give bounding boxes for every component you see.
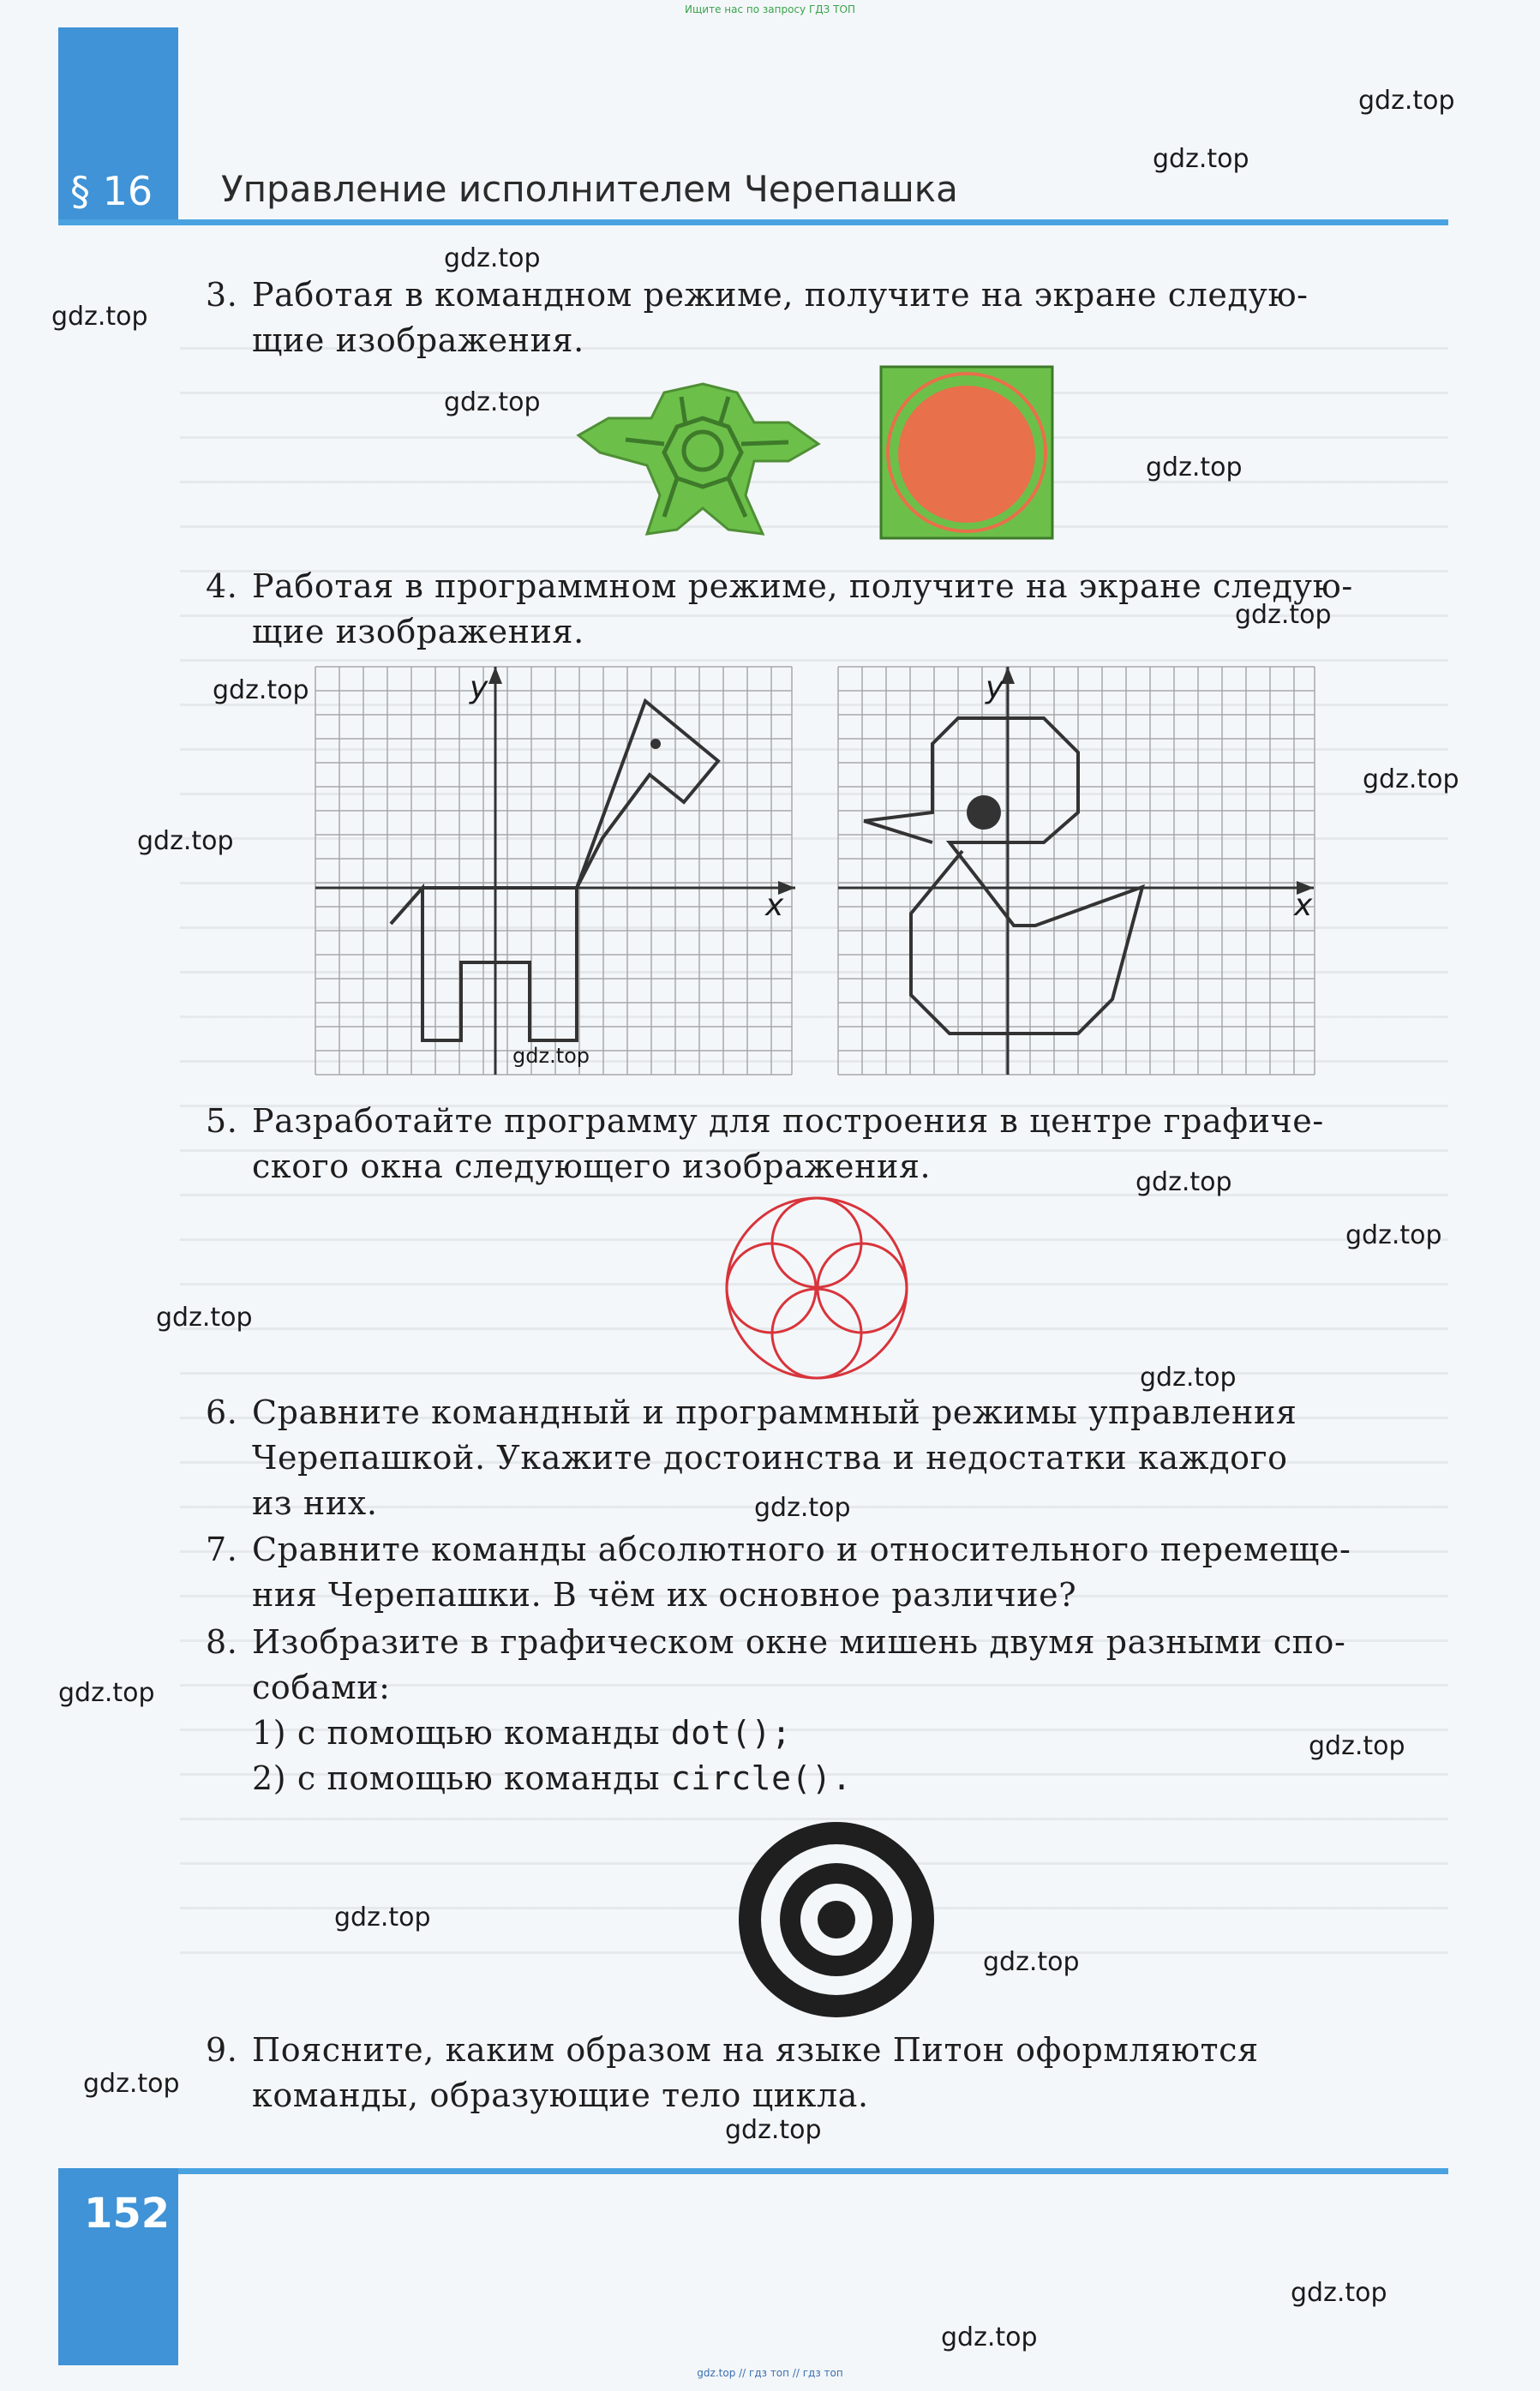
watermark: gdz.top (1358, 86, 1455, 116)
watermark: gdz.top (983, 1947, 1080, 1977)
turtle-image (574, 358, 831, 547)
task-number: 7. (206, 1531, 238, 1568)
duck-grid (838, 667, 1327, 1078)
code-circle: circle(). (670, 1759, 853, 1797)
flower-image (718, 1190, 915, 1387)
watermark: gdz.top (512, 1044, 590, 1068)
watermark: gdz.top (58, 1678, 155, 1708)
watermark: gdz.top (1309, 1731, 1405, 1761)
task-text: команды, образующие тело цикла. (252, 2076, 869, 2114)
watermark: gdz.top (754, 1493, 851, 1523)
watermark: gdz.top (941, 2322, 1038, 2352)
task-5 (206, 1099, 1448, 1190)
task-number: 9. (206, 2031, 238, 2069)
watermark: gdz.top (156, 1303, 253, 1333)
task-number: 5. (206, 1102, 238, 1140)
watermark: gdz.top (1153, 144, 1249, 174)
task-8 (206, 1620, 1448, 1801)
task-number: 8. (206, 1623, 238, 1661)
code-dot: dot(); (670, 1714, 792, 1752)
x-axis-label: x (765, 888, 784, 923)
task-text: Работая в командном режиме, получите на экране следую- (252, 276, 1309, 314)
watermark: gdz.top (137, 826, 234, 856)
y-axis-label: y (986, 670, 1004, 705)
task-item-1 (206, 1711, 1448, 1756)
watermark: gdz.top (334, 1903, 431, 1933)
task-item-2 (206, 1756, 1448, 1801)
task-text: Работая в программном режиме, получите на экране следую- (252, 567, 1353, 605)
watermark: gdz.top (1136, 1167, 1232, 1197)
top-note: Ищите нас по запросу ГДЗ ТОП (685, 3, 855, 15)
task-text: Поясните, каким образом на языке Питон оформляются (252, 2031, 1259, 2069)
watermark: gdz.top (1235, 600, 1332, 630)
watermark: gdz.top (1363, 764, 1459, 794)
watermark: gdz.top (725, 2115, 822, 2145)
task-text: Черепашкой. Укажите достоинства и недостатки каждого (252, 1439, 1288, 1477)
task-number: 3. (206, 276, 238, 314)
footer-rule (58, 2168, 1448, 2174)
task-text: Сравните командный и программный режимы управления (252, 1393, 1297, 1431)
bottom-note: gdz.top // гдз топ // гдз топ (697, 2367, 843, 2379)
task-text: Разработайте программу для построения в центре графиче- (252, 1102, 1324, 1140)
task-text: Изобразите в графическом окне мишень двумя разными спо- (252, 1623, 1346, 1661)
item-text: 2) с помощью команды (252, 1759, 671, 1797)
task-text: Сравните команды абсолютного и относительного перемеще- (252, 1531, 1351, 1568)
task-text: ния Черепашки. В чём их основное различие? (252, 1576, 1077, 1614)
watermark: gdz.top (1345, 1220, 1442, 1250)
watermark: gdz.top (1291, 2278, 1387, 2308)
page-number: 152 (84, 2190, 171, 2238)
page-title: Управление исполнителем Черепашка (221, 168, 958, 210)
square-circle-image (881, 367, 1052, 538)
task-3 (206, 273, 1448, 363)
item-text: 1) с помощью команды (252, 1714, 671, 1752)
task-9 (206, 2028, 1448, 2118)
target-image (737, 1820, 936, 2019)
task-text: из них. (252, 1484, 378, 1522)
task-7 (206, 1527, 1448, 1618)
y-axis-label: y (470, 670, 488, 705)
watermark: gdz.top (51, 302, 148, 332)
watermark: gdz.top (1140, 1363, 1237, 1393)
watermark: gdz.top (83, 2069, 180, 2099)
task-number: 6. (206, 1393, 238, 1431)
task-text: щие изображения. (252, 321, 584, 359)
watermark: gdz.top (444, 243, 541, 273)
watermark: gdz.top (444, 387, 541, 417)
task-text: щие изображения. (252, 613, 584, 650)
task-text: ского окна следующего изображения. (252, 1148, 932, 1185)
section-number: § 16 (70, 168, 153, 214)
x-axis-label: x (1294, 888, 1313, 923)
watermark: gdz.top (1146, 452, 1243, 482)
header-rule (58, 219, 1448, 225)
watermark: gdz.top (213, 675, 309, 705)
task-text: собами: (252, 1669, 391, 1706)
giraffe-grid (315, 667, 795, 1078)
task-number: 4. (206, 567, 238, 605)
